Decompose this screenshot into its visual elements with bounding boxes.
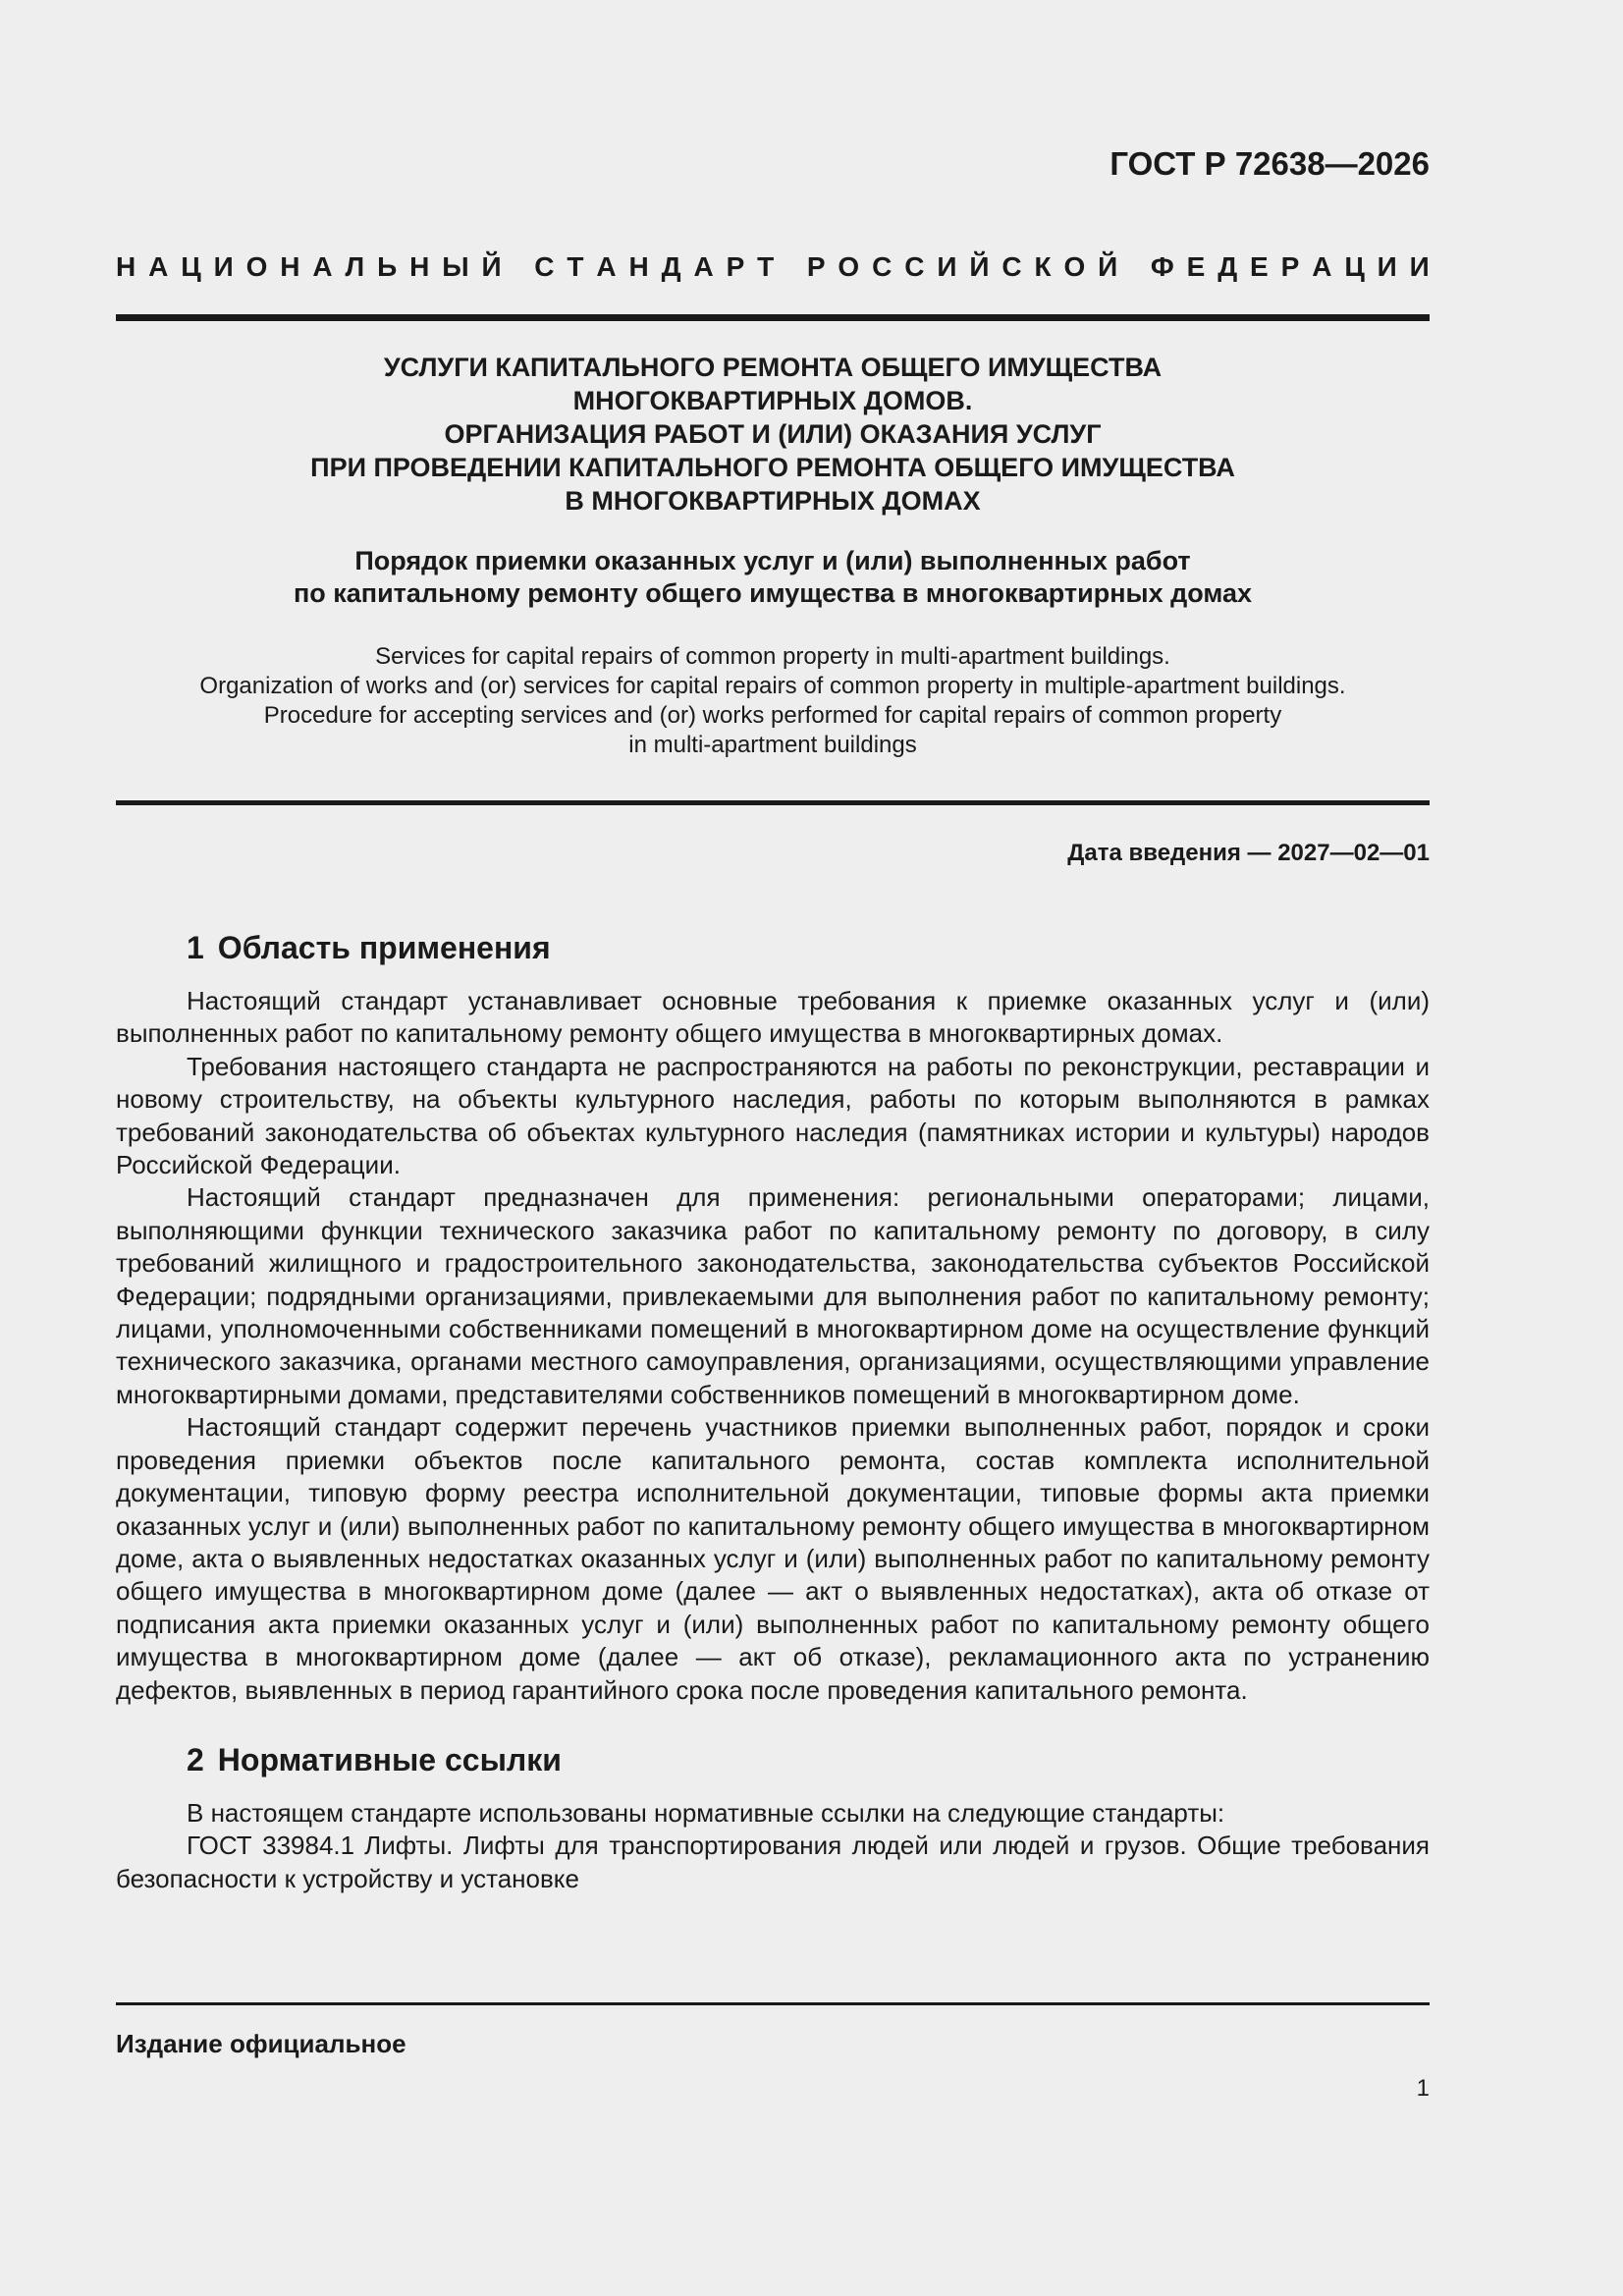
heading-letter: С <box>1001 251 1022 282</box>
heading-letter: И <box>937 251 957 282</box>
heading-letter: Е <box>1186 251 1206 282</box>
english-title-line: Organization of works and (or) services for capital repairs of common property in multiple-apartment buildings. <box>199 673 1346 699</box>
heading-letter: Т <box>757 251 775 282</box>
heading-letter: С <box>534 251 555 282</box>
subtitle-line: по капитальному ремонту общего имущества в многоквартирных домах <box>293 578 1253 608</box>
standard-code: ГОСТ Р 72638—2026 <box>1109 145 1430 182</box>
heading-letter: Л <box>345 251 365 282</box>
section-title: Область применения <box>217 930 551 965</box>
english-title-line: Procedure for accepting services and (or) works performed for capital repairs of common property <box>263 702 1282 729</box>
official-edition-label: Издание официальное <box>116 2029 406 2058</box>
section-2-heading <box>187 1740 1430 1779</box>
heading-letter: Р <box>806 251 826 282</box>
heading-letter: О <box>245 251 268 282</box>
heading-letter: И <box>1377 251 1397 282</box>
reference-code: ГОСТ 33984.1 <box>187 1831 355 1861</box>
paragraph: В настоящем стандарте использованы нормативные ссылки на следующие стандарты: <box>187 1797 1225 1828</box>
heading-letter: А <box>1312 251 1332 282</box>
document-subtitle <box>116 545 1430 610</box>
reference-title: Лифты. Лифты для транспортирования людей или людей и грузов. Общие требования безопасности к устройству и установке <box>116 1831 1430 1893</box>
top-divider <box>116 314 1430 321</box>
section-title: Нормативные ссылки <box>217 1741 562 1777</box>
heading-letter: О <box>838 251 860 282</box>
heading-letter: И <box>1409 251 1430 282</box>
heading-letter: Ц <box>1344 251 1365 282</box>
heading-letter: А <box>596 251 617 282</box>
heading-letter <box>514 251 522 283</box>
heading-letter: С <box>872 251 893 282</box>
effective-date: Дата введения — 2027—02—01 <box>1067 840 1430 866</box>
heading-letter: Й <box>1098 251 1118 282</box>
title-line: ПРИ ПРОВЕДЕНИИ КАПИТАЛЬНОГО РЕМОНТА ОБЩЕГО ИМУЩЕСТВА <box>310 453 1235 482</box>
english-title <box>116 642 1430 760</box>
heading-letter: Н <box>409 251 430 282</box>
national-standard-heading <box>116 251 1430 283</box>
heading-letter: Й <box>969 251 990 282</box>
paragraph: Настоящий стандарт содержит перечень участников приемки выполненных работ, порядок и сроки проведения приемки объектов после капитального ремонта, состав комплекта исполнительной документации, типовую форму реестра исполнительной документации, типовые формы акта приемки оказанных услуг и (или) выполненных работ по капитальному ремонту общего имущества в многоквартирном доме, акта о выявленных недостатках оказанных услуг и (или) выполненных работ по капитальному ремонту общего имущества в многоквартирном доме (далее — акт о выявленных недостатках), акта об отказе от подписания акта приемки оказанных услуг и (или) выполненных работ по капитальному ремонту общего имущества в многоквартирном доме (далее — акт об отказе), рекламационного акта по устранению дефектов, выявленных в период гарантийного срока после проведения капитального ремонта. <box>116 1412 1430 1705</box>
footer-divider <box>116 2002 1430 2005</box>
heading-letter: Н <box>280 251 300 282</box>
paragraph: Требования настоящего стандарта не распространяются на работы по реконструкции, реставрации и новому строительству, на объекты культурного наследия, работы по которым выполняются в рамках требований законодательства об объектах культурного наследия (памятниках истории и культуры) народов Российской Федерации. <box>116 1051 1430 1180</box>
subtitle-line: Порядок приемки оказанных услуг и (или) выполненных работ <box>354 546 1191 575</box>
paragraph: Настоящий стандарт устанавливает основные требования к приемке оказанных услуг и (или) выполненных работ по капитальному ремонту общего имущества в многоквартирных домах. <box>116 986 1430 1049</box>
section-number: 2 <box>187 1741 204 1777</box>
heading-letter: А <box>312 251 333 282</box>
heading-letter: А <box>148 251 169 282</box>
heading-letter: Д <box>1217 251 1238 282</box>
section-1-heading <box>187 928 1430 967</box>
document-body <box>116 928 1430 1895</box>
heading-letter: Ь <box>377 251 398 282</box>
heading-letter: О <box>1063 251 1086 282</box>
heading-letter: И <box>213 251 234 282</box>
heading-letter: Д <box>661 251 681 282</box>
heading-letter: Н <box>628 251 649 282</box>
heading-letter: Т <box>567 251 584 282</box>
paragraph: Настоящий стандарт предназначен для применения: региональными операторами; лицами, выполняющими функции технического заказчика работ по капитальному ремонту по договору, в силу требований жилищного и градостроительного законодательства, законодательства субъектов Российской Федерации; подрядными организациями, привлекаемыми для выполнения работ по капитальному ремонту; лицами, уполномоченными собственниками помещений в многоквартирном доме на осуществление функций технического заказчика, органами местного самоуправления, организациями, осуществляющими управление многоквартирными домами, представителями собственников помещений в многоквартирном доме. <box>116 1182 1430 1409</box>
heading-letter: Ц <box>181 251 201 282</box>
english-title-line: in multi-apartment buildings <box>628 732 917 758</box>
document-title <box>116 351 1430 518</box>
heading-letter: Ы <box>442 251 469 282</box>
heading-letter: Н <box>116 251 136 282</box>
heading-letter <box>786 251 794 283</box>
section-number: 1 <box>187 930 204 965</box>
page-number: 1 <box>1416 2075 1430 2102</box>
title-divider <box>116 800 1430 805</box>
normative-reference <box>116 1830 1430 1895</box>
heading-letter: Е <box>1250 251 1269 282</box>
english-title-line: Services for capital repairs of common property in multi-apartment buildings. <box>375 643 1170 670</box>
heading-letter: Й <box>481 251 502 282</box>
title-line: МНОГОКВАРТИРНЫХ ДОМОВ. <box>572 386 973 415</box>
section-gap <box>116 1707 1430 1740</box>
heading-letter: Р <box>726 251 745 282</box>
heading-letter: Ф <box>1150 251 1174 282</box>
title-line: В МНОГОКВАРТИРНЫХ ДОМАХ <box>565 486 981 516</box>
heading-letter <box>1130 251 1138 283</box>
heading-letter: К <box>1034 251 1052 282</box>
heading-letter: А <box>693 251 714 282</box>
heading-letter: Р <box>1280 251 1300 282</box>
title-line: ОРГАНИЗАЦИЯ РАБОТ И (ИЛИ) ОКАЗАНИЯ УСЛУГ <box>444 419 1102 449</box>
heading-letter: С <box>904 251 925 282</box>
title-line: УСЛУГИ КАПИТАЛЬНОГО РЕМОНТА ОБЩЕГО ИМУЩЕСТВА <box>383 353 1163 382</box>
